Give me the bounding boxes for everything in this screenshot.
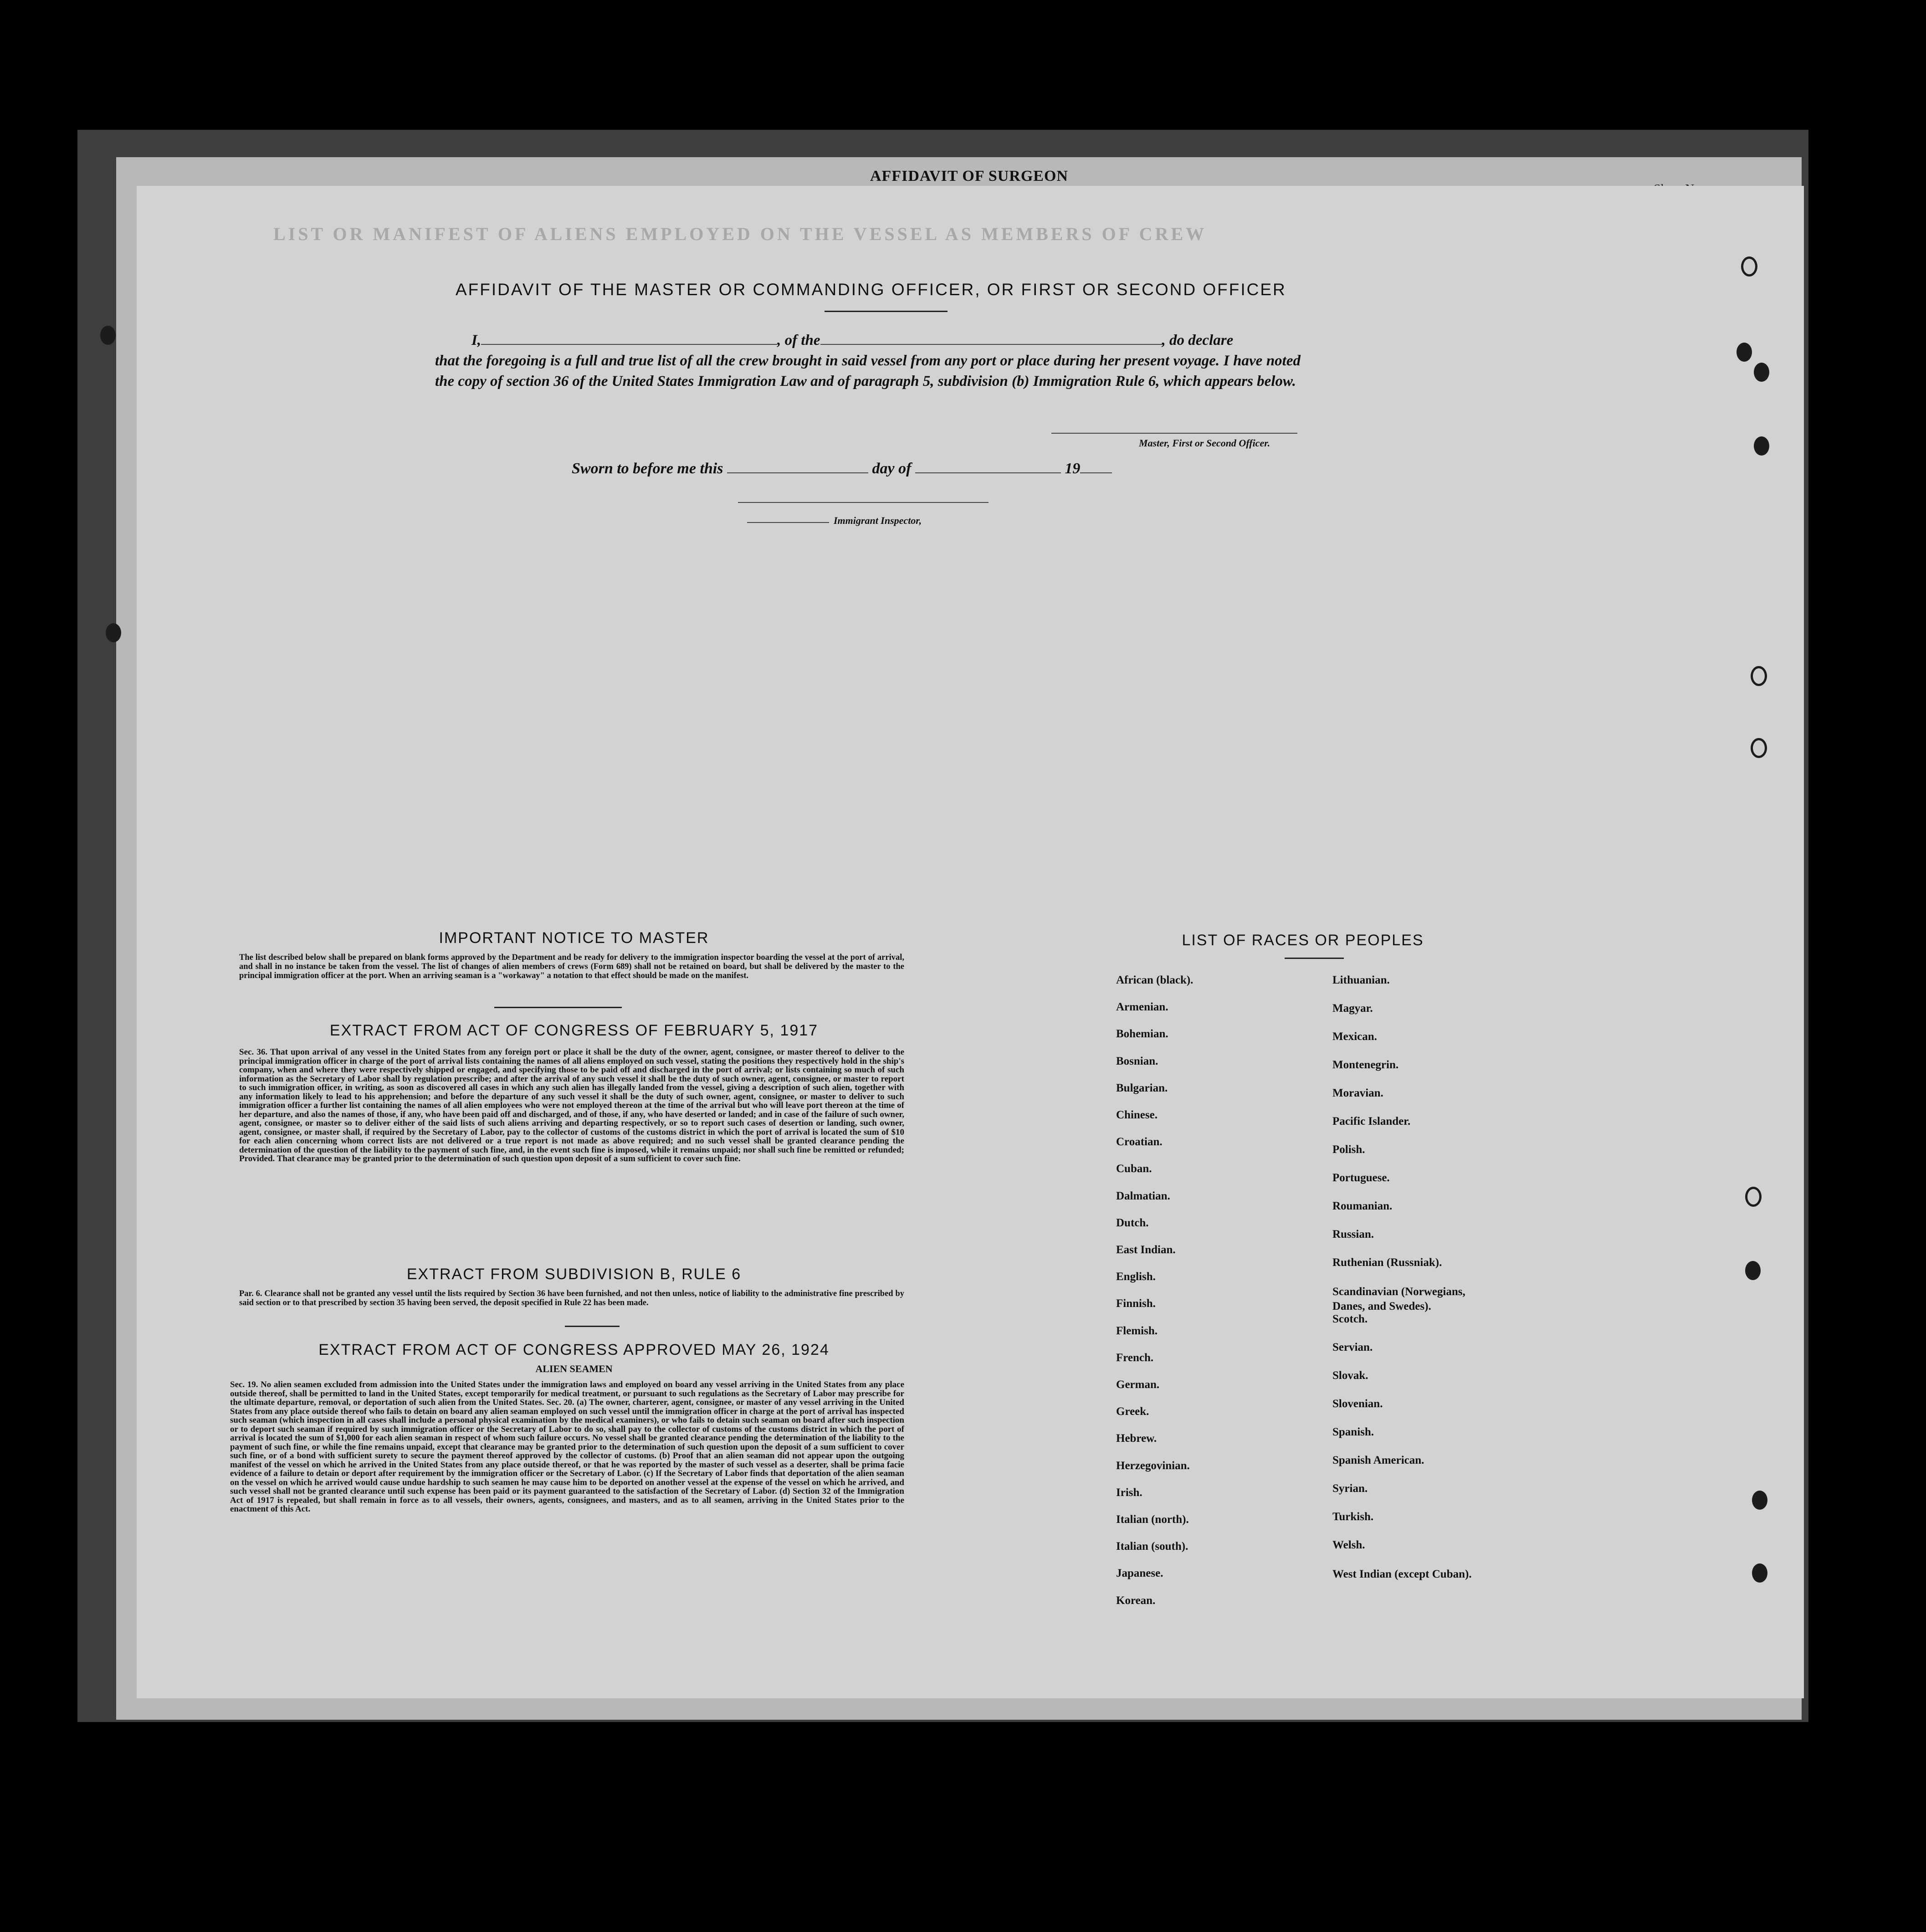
punch-hole [1751, 738, 1767, 758]
inspector-caption-rule [747, 522, 829, 523]
extract-rule6-title: EXTRACT FROM SUBDIVISION B, RULE 6 [406, 1266, 742, 1283]
sworn-day-of: day of [872, 460, 912, 477]
race-entry: Flemish. [1116, 1324, 1158, 1337]
races-title-underline [1285, 958, 1344, 959]
punch-hole [1754, 363, 1769, 382]
bleed-through-heading: LIST OR MANIFEST OF ALIENS EMPLOYED ON THE VESSEL AS MEMBERS OF CREW [273, 224, 1207, 244]
race-entry: English. [1116, 1271, 1156, 1283]
underlying-sheet-title: AFFIDAVIT OF SURGEON [870, 168, 1068, 184]
notice-rule [494, 1007, 622, 1008]
race-entry: Greek. [1116, 1405, 1149, 1418]
race-entry: Pacific Islander. [1332, 1115, 1411, 1127]
rule6-rule [565, 1326, 620, 1327]
race-entry: Italian (north). [1116, 1513, 1189, 1526]
declaration-do-declare: , do declare [1162, 332, 1234, 348]
punch-hole [1751, 666, 1767, 686]
vessel-name-field[interactable] [820, 344, 1162, 345]
sworn-month-field[interactable] [915, 472, 1061, 473]
extract-1924-title: EXTRACT FROM ACT OF CONGRESS APPROVED MAY 26, 1924 [318, 1341, 830, 1358]
race-entry: Montenegrin. [1332, 1059, 1399, 1071]
race-entry: Finnish. [1116, 1297, 1156, 1310]
race-entry: Bulgarian. [1116, 1081, 1168, 1094]
punch-hole [1736, 343, 1752, 362]
race-entry: Polish. [1332, 1143, 1365, 1156]
race-entry: Slovenian. [1332, 1398, 1383, 1410]
race-entry: Scotch. [1332, 1313, 1368, 1325]
race-entry: Russian. [1332, 1228, 1374, 1240]
sworn-line [572, 460, 1112, 477]
binder-hole [106, 623, 121, 642]
race-entry: East Indian. [1116, 1244, 1176, 1256]
race-entry: Servian. [1332, 1341, 1373, 1353]
title-underline [825, 311, 948, 312]
races-title: LIST OF RACES OR PEOPLES [1182, 932, 1424, 949]
notice-body: The list described below shall be prepared on blank forms approved by the Department and be ready for delivery to the immigration inspector boarding the vessel at the port of arrival, and shall in no instance be taken from the vessel. The list of changes of alien members of crews (Form 689) shall not be retained on board, but shall be delivered by the master to the principal immigration officer at the port. When an arriving seaman is a "workaway" a notation to that effect should be made on the manifest. [239, 953, 904, 980]
notice-title: IMPORTANT NOTICE TO MASTER [439, 929, 709, 947]
punch-hole [1754, 436, 1769, 456]
race-entry: Roumanian. [1332, 1200, 1393, 1212]
race-entry: French. [1116, 1351, 1154, 1364]
race-entry: Moravian. [1332, 1087, 1383, 1099]
race-entry: Welsh. [1332, 1539, 1365, 1551]
race-entry: Armenian. [1116, 1001, 1168, 1014]
race-entry: Bohemian. [1116, 1028, 1168, 1040]
race-entry: Irish. [1116, 1486, 1142, 1499]
punch-hole [1752, 1491, 1767, 1510]
punch-hole [1745, 1261, 1761, 1280]
race-entry: Bosnian. [1116, 1055, 1158, 1067]
officer-caption: Master, First or Second Officer. [1139, 437, 1270, 449]
race-entry: Korean. [1116, 1594, 1156, 1607]
extract-1924-body: Sec. 19. No alien seamen excluded from admission into the United States under the immigration laws and employed on board any vessel arriving in the United States from any place outside thereof, shall be permitted to land in the United States, except temporarily for medical treatment, or pursuant to such regulations as the Secretary of Labor may prescribe for the ultimate departure, removal, or deportation of such alien from the United States. Sec. 20. (a) The owner, charterer, agent, consignee, or master of any vessel arriving in the United States from any place outside thereof who fails to detain on board any alien seaman employed on such vessel until the immigration officer in charge at the port of arrival has inspected such seaman (which inspection in all cases shall include a personal physical examination by the medical examiners), or who fails to detain such seaman on board after such inspection or to deport such seaman if required by such immigration officer or the Secretary of Labor to do so, shall pay to the collector of customs of the customs district in which the port of arrival is located the sum of $1,000 for each alien seaman in respect of whom such failure occurs. No vessel shall be granted clearance pending the determination of the liability to the payment of such fine, or while the fine remains unpaid, except that clearance may be granted prior to the determination of such question upon the deposit of a sum sufficient to cover such fine, or of a bond with sufficient surety to secure the payment thereof approved by the collector of customs. (b) Proof that an alien seaman did not appear upon the outgoing manifest of the vessel on which he arrived in the United States from any place outside thereof, or that he was reported by the master of such vessel as a deserter, shall be prima facie evidence of a failure to detain or deport after requirement by the immigration officer or the Secretary of Labor. (c) If the Secretary of Labor finds that deportation of the alien seaman on the vessel on which he arrived would cause undue hardship to such seamen he may cause him to be deported on another vessel at the expense of the vessel on which he arrived, and such vessel shall not be granted clearance until such expense has been paid or its payment guaranteed to the satisfaction of the Secretary of Labor. (d) Section 32 of the Immigration Act of 1917 is repealed, but shall remain in force as to all vessels, their owners, agents, consignees, and masters, and as to all seamen, arriving in the United States prior to the enactment of this Act. [230, 1380, 904, 1514]
sworn-prefix: Sworn to before me this [572, 460, 723, 477]
punch-hole [1741, 256, 1757, 277]
race-entry: African (black). [1116, 974, 1194, 986]
punch-hole [1745, 1187, 1762, 1207]
race-entry: Ruthenian (Russniak). [1332, 1256, 1442, 1269]
race-entry: Turkish. [1332, 1511, 1374, 1523]
sworn-year: 19 [1065, 460, 1081, 477]
declaration-body: that the foregoing is a full and true list of all the crew brought in said vessel from any port or place during her present voyage. I have noted the copy of section 36 of the United States Immigration Law and of paragraph 5, subdivision (b) Immigration Rule 6, which appears below. [435, 353, 1301, 389]
declaration-paragraph [435, 330, 1301, 392]
master-name-field[interactable] [481, 344, 777, 345]
race-entry: Mexican. [1332, 1030, 1377, 1043]
race-entry: Dutch. [1116, 1216, 1149, 1229]
inspector-signature-line[interactable] [738, 502, 989, 503]
race-entry: Spanish. [1332, 1426, 1374, 1438]
extract-1917-title: EXTRACT FROM ACT OF CONGRESS OF FEBRUARY 5, 1917 [329, 1022, 819, 1039]
race-entry: Spanish American. [1332, 1454, 1424, 1466]
race-entry: Slovak. [1332, 1369, 1368, 1382]
race-entry: Lithuanian. [1332, 974, 1390, 986]
extract-1917-body: Sec. 36. That upon arrival of any vessel in the United States from any foreign port or place it shall be the duty of the owner, agent, consignee, or master thereof to deliver to the principal immigration officer in charge of the port of arrival lists containing the names of all aliens employed on such vessel, stating the positions they respectively hold in the ship's company, when and where they were respectively shipped or engaged, and specifying those to be paid off and discharged in the port of arrival; or lists containing so much of such information as the Secretary of Labor shall by regulation prescribe; and after the arrival of any such vessel it shall be the duty of such owner, agent, consignee, or master to report to such immigration officer, in writing, as soon as discovered all cases in which any such alien has illegally landed from the vessel, giving a description of such alien, together with any information likely to lead to his apprehension; and before the departure of any such vessel it shall be the duty of such owner, agent, consignee, or master to deliver to such immigration officer a further list containing the names of all alien employees who were not employed thereon at the time of the arrival but who will leave port thereon at the time of her departure, and also the names of those, if any, who have been paid off and discharged, and of those, if any, who have deserted or landed; and in case of the failure of such owner, agent, consignee, or master so to deliver either of the said lists of such aliens arriving and departing respectively, or so to report such cases of desertion or landing, such owner, agent, consignee, or master shall, if required by the Secretary of Labor, pay to the collector of customs of the customs district in which the port of arrival is located the sum of $10 for each alien concerning whom correct lists are not delivered or a true report is not made as above required; and no such vessel shall be granted clearance pending the determination of the question of the liability to the payment of such fine, and, in the event such fine is imposed, while it remains unpaid; nor shall such fine be remitted or refunded; Provided. That clearance may be granted prior to the determination of such question upon deposit of a sum sufficient to cover such fine. [239, 1047, 904, 1163]
race-entry: Japanese. [1116, 1567, 1163, 1580]
race-entry: Portuguese. [1332, 1172, 1390, 1184]
race-entry: Magyar. [1332, 1002, 1373, 1015]
race-entry: Syrian. [1332, 1482, 1368, 1495]
race-entry: Italian (south). [1116, 1540, 1188, 1553]
race-entry: Cuban. [1116, 1163, 1152, 1175]
punch-hole [1752, 1563, 1767, 1583]
sworn-date-field[interactable] [727, 472, 868, 473]
race-entry: Croatian. [1116, 1136, 1163, 1148]
binder-hole [100, 326, 116, 345]
declaration-of-the: , of the [777, 332, 820, 348]
races-right-column [1332, 974, 1542, 1621]
race-entry: Scandinavian (Norwegians, Danes, and Swedes). [1332, 1286, 1465, 1312]
race-entry: German. [1116, 1379, 1160, 1391]
race-entry: West Indian (except Cuban). [1332, 1568, 1472, 1580]
declaration-i: I, [471, 332, 482, 348]
extract-rule6-body: Par. 6. Clearance shall not be granted any vessel until the lists required by Section 36 have been furnished, and not then unless, notice of liability to the administrative fine prescribed by said section or to that prescribed by section 35 having been served, the deposit specified in Rule 22 has been made. [239, 1289, 904, 1307]
inspector-caption: Immigrant Inspector, [834, 515, 922, 526]
affidavit-title: AFFIDAVIT OF THE MASTER OR COMMANDING OFFICER, OR FIRST OR SECOND OFFICER [456, 280, 1286, 299]
race-entry: Herzegovinian. [1116, 1459, 1190, 1472]
officer-signature-line[interactable] [1051, 433, 1297, 434]
race-entry: Chinese. [1116, 1109, 1158, 1121]
races-left-column [1116, 974, 1353, 1621]
race-entry: Dalmatian. [1116, 1189, 1170, 1202]
sworn-year-field[interactable] [1080, 472, 1112, 473]
race-entry: Hebrew. [1116, 1432, 1157, 1445]
extract-1924-subtitle: ALIEN SEAMEN [535, 1363, 613, 1374]
